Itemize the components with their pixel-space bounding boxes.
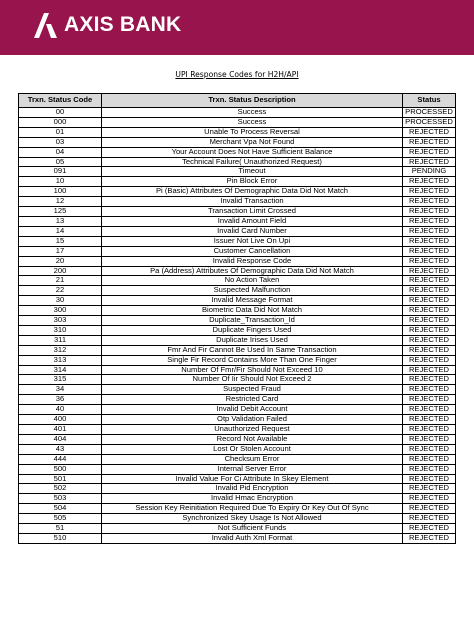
status-description-cell: Invalid Pid Encryption (102, 484, 403, 494)
status-description-cell: Not Sufficient Funds (102, 524, 403, 534)
table-row (19, 415, 456, 425)
table-header-row (19, 94, 456, 108)
status-code-cell: 504 (19, 504, 102, 514)
status-cell: PROCESSED (403, 108, 456, 118)
status-description-cell: Record Not Available (102, 434, 403, 444)
status-cell: REJECTED (403, 405, 456, 415)
status-code-cell: 36 (19, 395, 102, 405)
status-code-cell: 404 (19, 434, 102, 444)
status-description-cell: Invalid Amount Field (102, 216, 403, 226)
column-header-status: Status (403, 94, 456, 108)
status-description-cell: Suspected Fraud (102, 385, 403, 395)
status-cell: PROCESSED (403, 117, 456, 127)
status-code-cell: 34 (19, 385, 102, 395)
table-row (19, 444, 456, 454)
status-description-cell: No Action Taken (102, 276, 403, 286)
status-code-cell: 05 (19, 157, 102, 167)
status-code-cell: 091 (19, 167, 102, 177)
table-row (19, 365, 456, 375)
status-description-cell: Duplicate Fingers Used (102, 325, 403, 335)
table-row (19, 137, 456, 147)
status-code-cell: 13 (19, 216, 102, 226)
status-description-cell: Invalid Debit Account (102, 405, 403, 415)
document-title: UPI Response Codes for H2H/API (175, 70, 299, 79)
status-cell: REJECTED (403, 494, 456, 504)
status-code-cell: 00 (19, 108, 102, 118)
status-code-cell: 17 (19, 246, 102, 256)
status-description-cell: Pa (Address) Attributes Of Demographic Data Did Not Match (102, 266, 403, 276)
status-code-cell: 510 (19, 533, 102, 543)
status-code-cell: 300 (19, 306, 102, 316)
table-row (19, 325, 456, 335)
status-code-cell: 315 (19, 375, 102, 385)
status-description-cell: Fmr And Fir Cannot Be Used In Same Transaction (102, 345, 403, 355)
status-cell: REJECTED (403, 365, 456, 375)
status-description-cell: Invalid Auth Xml Format (102, 533, 403, 543)
status-code-cell: 401 (19, 425, 102, 435)
status-cell: REJECTED (403, 395, 456, 405)
status-cell: PENDING (403, 167, 456, 177)
table-row (19, 187, 456, 197)
status-code-cell: 500 (19, 464, 102, 474)
status-description-cell: Single Fir Record Contains More Than One Finger (102, 355, 403, 365)
status-cell: REJECTED (403, 425, 456, 435)
status-code-cell: 01 (19, 127, 102, 137)
response-codes-table (18, 93, 456, 544)
status-cell: REJECTED (403, 266, 456, 276)
status-description-cell: Duplicate Irises Used (102, 335, 403, 345)
status-description-cell: Issuer Not Live On Upi (102, 236, 403, 246)
status-cell: REJECTED (403, 296, 456, 306)
table-row (19, 296, 456, 306)
table-row (19, 425, 456, 435)
status-code-cell: 444 (19, 454, 102, 464)
table-row (19, 385, 456, 395)
status-cell: REJECTED (403, 226, 456, 236)
table-row (19, 375, 456, 385)
status-code-cell: 314 (19, 365, 102, 375)
table-row (19, 246, 456, 256)
status-code-cell: 303 (19, 316, 102, 326)
status-code-cell: 10 (19, 177, 102, 187)
status-description-cell: Invalid Response Code (102, 256, 403, 266)
table-row (19, 345, 456, 355)
status-description-cell: Biometric Data Did Not Match (102, 306, 403, 316)
table-row (19, 216, 456, 226)
status-cell: REJECTED (403, 325, 456, 335)
status-code-cell: 20 (19, 256, 102, 266)
status-cell: REJECTED (403, 286, 456, 296)
status-description-cell: Number Of Iir Should Not Exceed 2 (102, 375, 403, 385)
status-cell: REJECTED (403, 415, 456, 425)
status-description-cell: Suspected Malfunction (102, 286, 403, 296)
status-description-cell: Otp Validation Failed (102, 415, 403, 425)
status-code-cell: 51 (19, 524, 102, 534)
status-description-cell: Invalid Transaction (102, 197, 403, 207)
status-cell: REJECTED (403, 216, 456, 226)
status-cell: REJECTED (403, 385, 456, 395)
status-description-cell: Merchant Vpa Not Found (102, 137, 403, 147)
status-code-cell: 125 (19, 207, 102, 217)
status-description-cell: Internal Server Error (102, 464, 403, 474)
table-row (19, 226, 456, 236)
status-code-cell: 000 (19, 117, 102, 127)
status-cell: REJECTED (403, 157, 456, 167)
table-row (19, 127, 456, 137)
status-code-cell: 15 (19, 236, 102, 246)
status-cell: REJECTED (403, 533, 456, 543)
status-cell: REJECTED (403, 177, 456, 187)
table-row (19, 266, 456, 276)
table-row (19, 256, 456, 266)
status-description-cell: Success (102, 117, 403, 127)
status-cell: REJECTED (403, 335, 456, 345)
status-description-cell: Restricted Card (102, 395, 403, 405)
status-description-cell: Pi (Basic) Attributes Of Demographic Data Did Not Match (102, 187, 403, 197)
axis-bank-logo-icon (30, 10, 60, 40)
status-cell: REJECTED (403, 345, 456, 355)
status-cell: REJECTED (403, 316, 456, 326)
status-description-cell: Number Of Fmr/Fir Should Not Exceed 10 (102, 365, 403, 375)
table-row (19, 434, 456, 444)
table-row (19, 533, 456, 543)
table-row (19, 524, 456, 534)
table-body (19, 108, 456, 544)
status-code-cell: 12 (19, 197, 102, 207)
status-description-cell: Unable To Process Reversal (102, 127, 403, 137)
table-row (19, 355, 456, 365)
status-code-cell: 310 (19, 325, 102, 335)
status-description-cell: Success (102, 108, 403, 118)
status-code-cell: 200 (19, 266, 102, 276)
status-cell: REJECTED (403, 147, 456, 157)
status-cell: REJECTED (403, 197, 456, 207)
status-description-cell: Pin Block Error (102, 177, 403, 187)
status-description-cell: Invalid Hmac Encryption (102, 494, 403, 504)
status-cell: REJECTED (403, 187, 456, 197)
status-code-cell: 04 (19, 147, 102, 157)
status-description-cell: Customer Cancellation (102, 246, 403, 256)
status-cell: REJECTED (403, 207, 456, 217)
table-row (19, 306, 456, 316)
table-row (19, 335, 456, 345)
status-cell: REJECTED (403, 127, 456, 137)
table-row (19, 108, 456, 118)
status-description-cell: Synchronized Skey Usage Is Not Allowed (102, 514, 403, 524)
status-description-cell: Invalid Message Format (102, 296, 403, 306)
status-code-cell: 43 (19, 444, 102, 454)
table-row (19, 474, 456, 484)
table-row (19, 117, 456, 127)
table-row (19, 454, 456, 464)
table-row (19, 464, 456, 474)
status-cell: REJECTED (403, 514, 456, 524)
status-cell: REJECTED (403, 236, 456, 246)
status-description-cell: Your Account Does Not Have Sufficient Balance (102, 147, 403, 157)
status-cell: REJECTED (403, 454, 456, 464)
table-row (19, 276, 456, 286)
status-code-cell: 30 (19, 296, 102, 306)
table-row (19, 395, 456, 405)
status-cell: REJECTED (403, 464, 456, 474)
table-row (19, 504, 456, 514)
status-description-cell: Checksum Error (102, 454, 403, 464)
status-code-cell: 21 (19, 276, 102, 286)
status-cell: REJECTED (403, 256, 456, 266)
column-header-description: Trxn. Status Description (102, 94, 403, 108)
table-row (19, 316, 456, 326)
status-cell: REJECTED (403, 474, 456, 484)
status-description-cell: Session Key Reinitiation Required Due To Expiry Or Key Out Of Sync (102, 504, 403, 514)
status-description-cell: Invalid Value For Ci Attribute In Skey Element (102, 474, 403, 484)
status-cell: REJECTED (403, 444, 456, 454)
status-cell: REJECTED (403, 484, 456, 494)
table-row (19, 177, 456, 187)
status-description-cell: Lost Or Stolen Account (102, 444, 403, 454)
status-description-cell: Invalid Card Number (102, 226, 403, 236)
status-code-cell: 312 (19, 345, 102, 355)
table-row (19, 405, 456, 415)
table-row (19, 157, 456, 167)
status-cell: REJECTED (403, 375, 456, 385)
status-cell: REJECTED (403, 246, 456, 256)
status-code-cell: 14 (19, 226, 102, 236)
table-row (19, 197, 456, 207)
status-cell: REJECTED (403, 306, 456, 316)
status-code-cell: 03 (19, 137, 102, 147)
status-code-cell: 22 (19, 286, 102, 296)
status-cell: REJECTED (403, 276, 456, 286)
status-code-cell: 313 (19, 355, 102, 365)
status-description-cell: Timeout (102, 167, 403, 177)
status-code-cell: 311 (19, 335, 102, 345)
status-code-cell: 40 (19, 405, 102, 415)
brand-name: AXIS BANK (64, 13, 182, 36)
table-row (19, 514, 456, 524)
status-cell: REJECTED (403, 355, 456, 365)
axis-bank-logo (30, 10, 181, 40)
status-cell: REJECTED (403, 434, 456, 444)
status-code-cell: 400 (19, 415, 102, 425)
table-row (19, 236, 456, 246)
status-description-cell: Unauthorized Request (102, 425, 403, 435)
table-row (19, 286, 456, 296)
table-row (19, 207, 456, 217)
status-cell: REJECTED (403, 504, 456, 514)
table-row (19, 147, 456, 157)
status-code-cell: 503 (19, 494, 102, 504)
table-row (19, 484, 456, 494)
table-row (19, 167, 456, 177)
status-code-cell: 501 (19, 474, 102, 484)
status-code-cell: 505 (19, 514, 102, 524)
table-row (19, 494, 456, 504)
column-header-code: Trxn. Status Code (19, 94, 102, 108)
status-code-cell: 100 (19, 187, 102, 197)
header-banner (0, 0, 474, 55)
status-cell: REJECTED (403, 137, 456, 147)
status-cell: REJECTED (403, 524, 456, 534)
status-description-cell: Duplicate_Transaction_Id (102, 316, 403, 326)
status-description-cell: Transaction Limit Crossed (102, 207, 403, 217)
status-description-cell: Technical Failure( Unauthorized Request) (102, 157, 403, 167)
status-code-cell: 502 (19, 484, 102, 494)
